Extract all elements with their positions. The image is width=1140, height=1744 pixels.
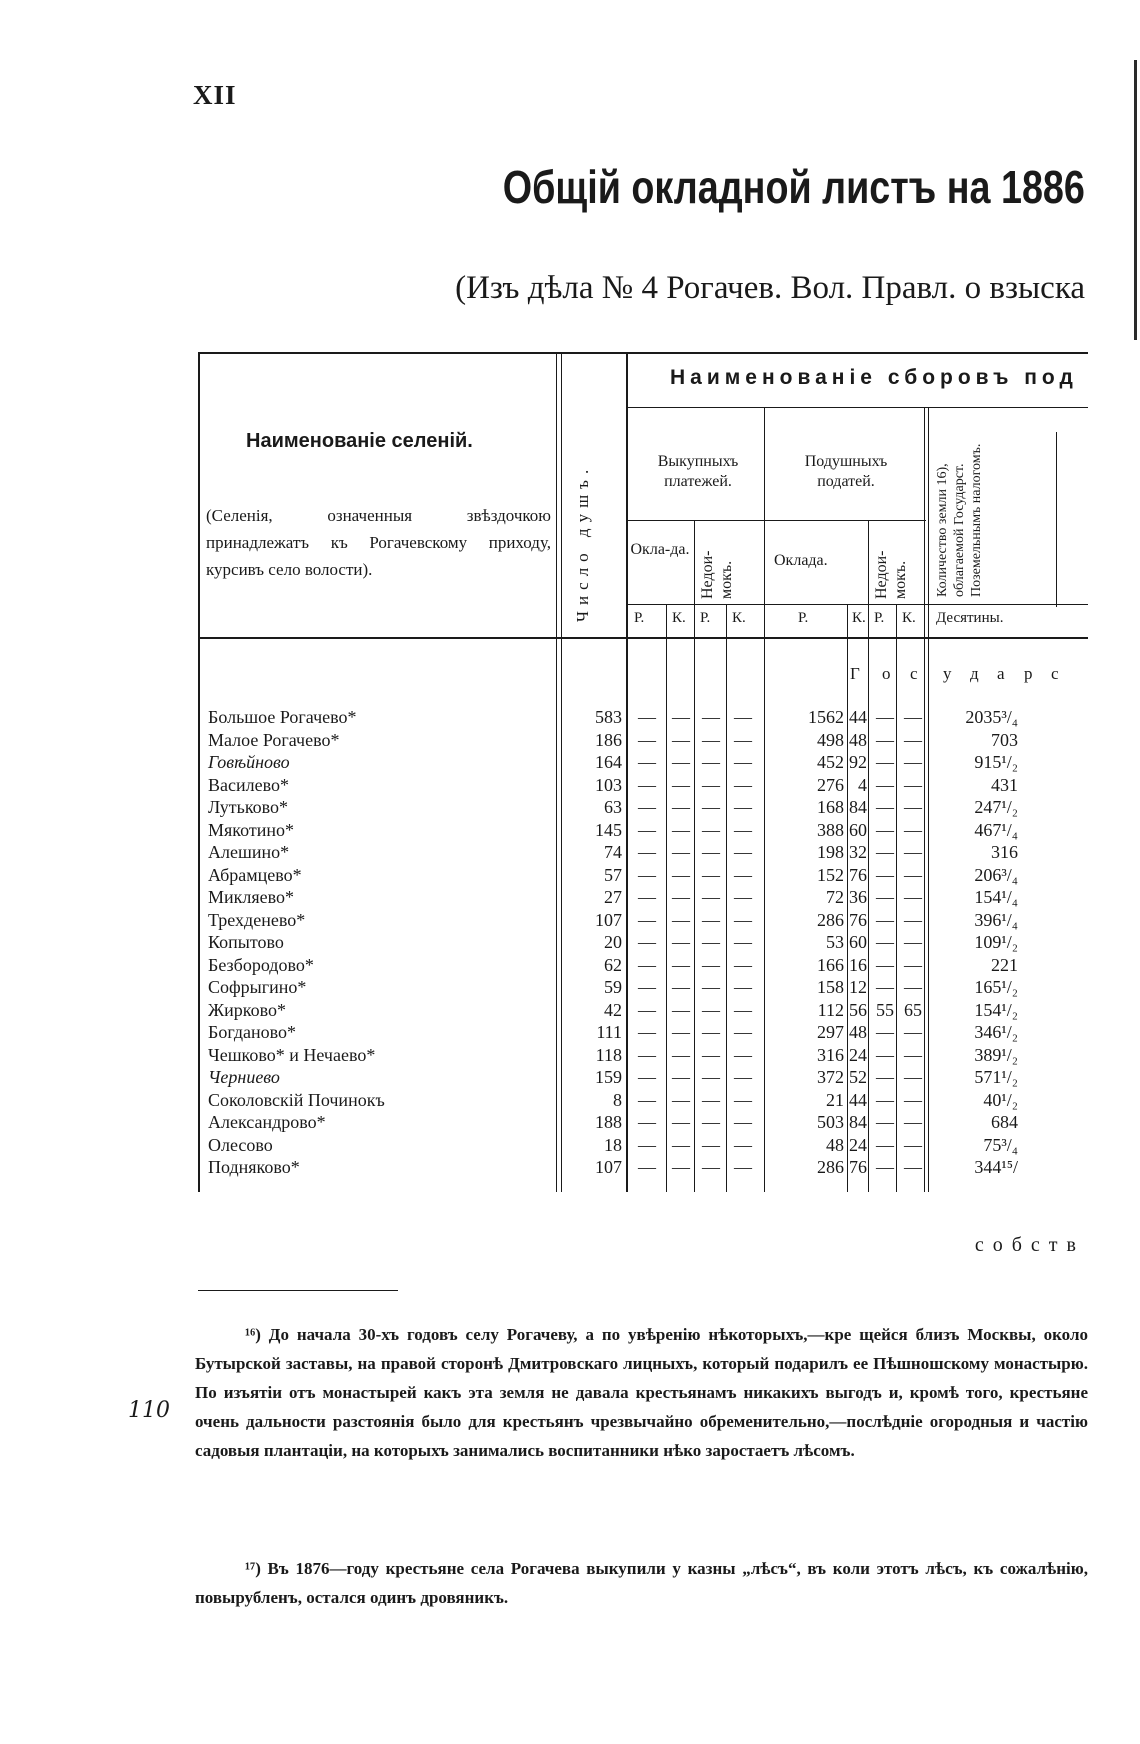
settlement-name: Чешково* и Нечаево*	[208, 1044, 376, 1065]
empty-cell-dash: —	[672, 774, 690, 795]
empty-cell-dash: —	[734, 842, 752, 862]
poll-arrears-header: Недои-мокъ.	[873, 550, 909, 599]
souls-count: 20	[604, 932, 622, 952]
page-subtitle: (Изъ дѣла № 4 Рогачев. Вол. Правл. о взыска	[455, 270, 1085, 306]
empty-cell-dash: —	[638, 887, 656, 907]
poll-kop: 32	[849, 842, 867, 862]
poll-kop: 24	[849, 1134, 867, 1155]
arrears-rub: —	[876, 1134, 894, 1155]
arrears-kop: 65	[904, 999, 922, 1020]
unit-rub: Р.	[798, 610, 809, 626]
unit-rub: Р.	[700, 610, 711, 626]
arrears-rub: —	[876, 707, 894, 727]
empty-cell-dash: —	[638, 1112, 656, 1132]
souls-count: 42	[604, 999, 622, 1020]
poll-rub: 166	[817, 954, 844, 975]
table-row	[198, 887, 1088, 909]
poll-kop: 16	[849, 954, 867, 975]
souls-count: 583	[595, 707, 622, 727]
empty-cell-dash: —	[734, 1134, 752, 1155]
poll-rub: 53	[826, 932, 844, 952]
land-desyatiny: 703	[991, 729, 1018, 750]
arrears-rub: —	[876, 887, 894, 907]
poll-tax-header: Подушныхъ податей.	[804, 453, 888, 490]
empty-cell-dash: —	[672, 1067, 690, 1087]
land-desyatiny: 684	[991, 1112, 1018, 1132]
table-row	[198, 797, 1088, 819]
land-desyatiny: 40¹/₂	[983, 1089, 1018, 1110]
settlement-name: Малое Рогачево*	[208, 729, 340, 750]
empty-cell-dash: —	[702, 1134, 720, 1155]
souls-count: 164	[595, 752, 622, 772]
gos-letter: р	[1024, 664, 1033, 683]
empty-cell-dash: —	[734, 729, 752, 750]
land-desyatiny: 221	[991, 954, 1018, 975]
empty-cell-dash: —	[702, 729, 720, 750]
poll-rub: 112	[817, 999, 844, 1020]
poll-kop: 52	[849, 1067, 867, 1087]
poll-rub: 72	[826, 887, 844, 907]
empty-cell-dash: —	[638, 999, 656, 1020]
redemption-salary-header: Окла-да.	[630, 541, 690, 558]
arrears-kop: —	[904, 909, 922, 930]
poll-kop: 92	[849, 752, 867, 772]
empty-cell-dash: —	[734, 977, 752, 997]
table-row	[198, 1112, 1088, 1134]
arrears-rub: —	[876, 1089, 894, 1110]
poll-kop: 76	[849, 864, 867, 885]
arrears-rub: —	[876, 864, 894, 885]
poll-rub: 503	[817, 1112, 844, 1132]
empty-cell-dash: —	[672, 977, 690, 997]
poll-salary-header: Оклада.	[774, 552, 828, 569]
collections-header: Наименованіе сборовъ под	[670, 366, 1078, 389]
table-row	[198, 707, 1088, 729]
empty-cell-dash: —	[672, 1112, 690, 1132]
souls-count: 63	[604, 797, 622, 817]
empty-cell-dash: —	[672, 1022, 690, 1042]
poll-rub: 276	[817, 774, 844, 795]
unit-kop: К.	[672, 610, 686, 626]
empty-cell-dash: —	[672, 999, 690, 1020]
poll-rub: 372	[817, 1067, 844, 1087]
land-desyatiny: 75³/₄	[983, 1134, 1018, 1155]
table-row	[198, 865, 1088, 887]
land-desyatiny: 571¹/₂	[974, 1067, 1018, 1087]
continuation-word: собств	[974, 1234, 1085, 1256]
settlement-name: Жирково*	[208, 999, 286, 1020]
arrears-rub: —	[876, 1044, 894, 1065]
souls-count: 74	[604, 842, 622, 862]
empty-cell-dash: —	[638, 1067, 656, 1087]
table-row	[198, 1022, 1088, 1044]
gos-letter: о	[882, 664, 891, 683]
empty-cell-dash: —	[672, 752, 690, 772]
empty-cell-dash: —	[702, 932, 720, 952]
poll-rub: 152	[817, 864, 844, 885]
poll-rub: 168	[817, 797, 844, 817]
poll-kop: 44	[849, 707, 867, 727]
settlement-name: Говѣйново	[208, 752, 290, 772]
empty-cell-dash: —	[702, 954, 720, 975]
empty-cell-dash: —	[734, 1157, 752, 1177]
poll-rub: 316	[817, 1044, 844, 1065]
settlement-name: Александрово*	[208, 1112, 326, 1132]
land-desyatiny: 206³/₄	[974, 864, 1018, 885]
souls-count: 57	[604, 864, 622, 885]
souls-count: 18	[604, 1134, 622, 1155]
land-desyatiny: 431	[991, 774, 1018, 795]
empty-cell-dash: —	[672, 707, 690, 727]
poll-kop: 24	[849, 1044, 867, 1065]
arrears-kop: —	[904, 819, 922, 840]
settlement-name: Богданово*	[208, 1022, 296, 1042]
souls-header: Число душъ.	[573, 463, 592, 622]
poll-kop: 12	[849, 977, 867, 997]
arrears-kop: —	[904, 1157, 922, 1177]
poll-kop: 84	[849, 797, 867, 817]
gos-letter: Г	[850, 664, 860, 683]
settlement-name: Трехденево*	[208, 909, 306, 930]
empty-cell-dash: —	[734, 707, 752, 727]
redemption-arrears-header: Недои-мокъ.	[699, 550, 735, 599]
empty-cell-dash: —	[638, 1157, 656, 1177]
poll-kop: 48	[849, 729, 867, 750]
poll-kop: 44	[849, 1089, 867, 1110]
empty-cell-dash: —	[672, 932, 690, 952]
land-desyatiny: 109¹/₂	[974, 932, 1018, 952]
poll-kop: 84	[849, 1112, 867, 1132]
poll-rub: 388	[817, 819, 844, 840]
arrears-kop: —	[904, 797, 922, 817]
poll-rub: 498	[817, 729, 844, 750]
empty-cell-dash: —	[638, 909, 656, 930]
table-row	[198, 910, 1088, 932]
souls-count: 107	[595, 1157, 622, 1177]
arrears-rub: 55	[876, 999, 894, 1020]
empty-cell-dash: —	[672, 864, 690, 885]
land-desyatiny: 389¹/₂	[974, 1044, 1018, 1065]
poll-rub: 48	[826, 1134, 844, 1155]
land-desyatiny: 316	[991, 842, 1018, 862]
arrears-kop: —	[904, 887, 922, 907]
empty-cell-dash: —	[734, 932, 752, 952]
arrears-kop: —	[904, 729, 922, 750]
souls-count: 186	[595, 729, 622, 750]
empty-cell-dash: —	[638, 729, 656, 750]
land-desyatiny: 346¹/₂	[974, 1022, 1018, 1042]
empty-cell-dash: —	[638, 954, 656, 975]
poll-kop: 76	[849, 1157, 867, 1177]
poll-kop: 48	[849, 1022, 867, 1042]
empty-cell-dash: —	[702, 1089, 720, 1110]
poll-rub: 286	[817, 1157, 844, 1177]
land-desyatiny: 2035³/₄	[965, 707, 1018, 727]
settlements-note: (Селенія, означенныя звѣздочкою принадлежатъ къ Рогачевскому приходу, курсивъ село волости).	[206, 506, 551, 579]
empty-cell-dash: —	[734, 819, 752, 840]
empty-cell-dash: —	[734, 999, 752, 1020]
empty-cell-dash: —	[638, 1134, 656, 1155]
empty-cell-dash: —	[702, 774, 720, 795]
empty-cell-dash: —	[702, 1112, 720, 1132]
empty-cell-dash: —	[638, 774, 656, 795]
empty-cell-dash: —	[672, 797, 690, 817]
empty-cell-dash: —	[638, 932, 656, 952]
empty-cell-dash: —	[672, 1157, 690, 1177]
poll-rub: 452	[817, 752, 844, 772]
table-row	[198, 1090, 1088, 1112]
poll-rub: 297	[817, 1022, 844, 1042]
land-desyatiny: 154¹/₄	[974, 887, 1018, 907]
gos-letter: д	[970, 664, 979, 683]
arrears-rub: —	[876, 774, 894, 795]
settlement-name: Соколовскій Починокъ	[208, 1089, 385, 1110]
souls-count: 62	[604, 954, 622, 975]
poll-kop: 56	[849, 999, 867, 1020]
page-edge-shadow	[1134, 60, 1137, 340]
arrears-kop: —	[904, 1089, 922, 1110]
poll-kop: 76	[849, 909, 867, 930]
settlement-name: Абрамцево*	[208, 864, 302, 885]
table-row	[198, 820, 1088, 842]
empty-cell-dash: —	[702, 909, 720, 930]
empty-cell-dash: —	[702, 1067, 720, 1087]
table-row	[198, 977, 1088, 999]
land-desyatiny: 154¹/₂	[974, 999, 1018, 1020]
empty-cell-dash: —	[702, 1044, 720, 1065]
empty-cell-dash: —	[734, 864, 752, 885]
arrears-kop: —	[904, 932, 922, 952]
table-row	[198, 1157, 1088, 1179]
empty-cell-dash: —	[638, 1022, 656, 1042]
settlement-name: Мякотино*	[208, 819, 295, 840]
table-row	[198, 932, 1088, 954]
souls-count: 118	[595, 1044, 622, 1065]
arrears-kop: —	[904, 954, 922, 975]
arrears-kop: —	[904, 864, 922, 885]
empty-cell-dash: —	[734, 954, 752, 975]
table-row	[198, 775, 1088, 797]
empty-cell-dash: —	[734, 887, 752, 907]
unit-kop: К.	[732, 610, 746, 626]
table-row	[198, 842, 1088, 864]
arrears-rub: —	[876, 932, 894, 952]
empty-cell-dash: —	[638, 707, 656, 727]
settlement-name: Подняково*	[208, 1157, 300, 1177]
settlement-name: Софрыгино*	[208, 977, 307, 997]
gos-letter: а	[997, 664, 1005, 683]
unit-kop: К.	[852, 610, 866, 626]
page-number: XII	[193, 80, 237, 110]
empty-cell-dash: —	[672, 729, 690, 750]
gos-letter: с	[1051, 664, 1059, 683]
arrears-rub: —	[876, 1067, 894, 1087]
arrears-kop: —	[904, 1067, 922, 1087]
land-desyatiny: 165¹/₂	[974, 977, 1018, 997]
land-desyatiny: 915¹/₂	[974, 752, 1018, 772]
unit-kop: К.	[902, 610, 916, 626]
page-title: Общій окладной листъ на 1886	[502, 161, 1085, 213]
tax-table	[198, 352, 1088, 1192]
footnote-17: ¹⁷) Въ 1876—году крестьяне села Рогачева выкупили у казны „лѣсъ“, въ коли этотъ лѣсъ, къ сожалѣнію, повырубленъ, остался одинъ дровяникъ.	[195, 1559, 1088, 1607]
empty-cell-dash: —	[672, 1134, 690, 1155]
arrears-rub: —	[876, 1022, 894, 1042]
redemption-header: Выкупныхъ платежей.	[657, 453, 739, 490]
empty-cell-dash: —	[638, 819, 656, 840]
empty-cell-dash: —	[734, 1112, 752, 1132]
poll-kop: 4	[858, 774, 867, 795]
footnote-16: ¹⁶) До начала 30-хъ годовъ селу Рогачеву, а по увѣренію нѣкоторыхъ,—кре щейся близъ Москвы, около Бутырской заставы, на правой сторонѣ Дмитровскаго лицныхъ, который подарилъ ее Пѣшношскому монастырю. По изъятіи отъ монастырей какъ эта земля не давала крестьянамъ никакихъ выгодъ и, кромѣ того, крестьяне очень дальности разстоянія было для крестьянъ чрезвычайно обременительно,—послѣдніе огородныя и частію садовыя плантаціи, на которыхъ занимались воспитанники нѣко заростаетъ лѣсомъ.	[195, 1325, 1088, 1460]
empty-cell-dash: —	[638, 1089, 656, 1110]
souls-count: 8	[613, 1089, 622, 1110]
souls-count: 107	[595, 909, 622, 930]
souls-count: 188	[595, 1112, 622, 1132]
gos-letter: у	[943, 664, 952, 683]
empty-cell-dash: —	[638, 842, 656, 862]
table-row	[198, 1000, 1088, 1022]
arrears-rub: —	[876, 842, 894, 862]
souls-count: 27	[604, 887, 622, 907]
land-desyatiny: 467¹/₄	[974, 819, 1018, 840]
empty-cell-dash: —	[702, 864, 720, 885]
poll-kop: 60	[849, 819, 867, 840]
empty-cell-dash: —	[672, 1089, 690, 1110]
empty-cell-dash: —	[638, 752, 656, 772]
empty-cell-dash: —	[672, 887, 690, 907]
empty-cell-dash: —	[734, 774, 752, 795]
empty-cell-dash: —	[638, 797, 656, 817]
settlement-name: Черниево	[208, 1067, 280, 1087]
land-desyatiny: 247¹/₂	[974, 797, 1018, 817]
table-row	[198, 730, 1088, 752]
empty-cell-dash: —	[702, 819, 720, 840]
poll-rub: 1562	[808, 707, 844, 727]
arrears-rub: —	[876, 819, 894, 840]
empty-cell-dash: —	[734, 1089, 752, 1110]
empty-cell-dash: —	[702, 887, 720, 907]
souls-count: 111	[596, 1022, 622, 1042]
settlement-name: Копытово	[208, 932, 284, 952]
arrears-rub: —	[876, 1157, 894, 1177]
settlement-name: Василево*	[208, 774, 289, 795]
arrears-kop: —	[904, 1022, 922, 1042]
table-row	[198, 752, 1088, 774]
arrears-kop: —	[904, 1044, 922, 1065]
margin-handwriting: 110	[128, 1398, 170, 1423]
gos-letter: с	[910, 664, 918, 683]
arrears-rub: —	[876, 797, 894, 817]
poll-rub: 286	[817, 909, 844, 930]
arrears-rub: —	[876, 729, 894, 750]
empty-cell-dash: —	[734, 797, 752, 817]
settlement-name: Безбородово*	[208, 954, 314, 975]
empty-cell-dash: —	[702, 977, 720, 997]
empty-cell-dash: —	[638, 1044, 656, 1065]
empty-cell-dash: —	[702, 842, 720, 862]
table-row	[198, 1045, 1088, 1067]
arrears-rub: —	[876, 752, 894, 772]
souls-count: 103	[595, 774, 622, 795]
arrears-rub: —	[876, 977, 894, 997]
empty-cell-dash: —	[734, 1022, 752, 1042]
empty-cell-dash: —	[702, 797, 720, 817]
arrears-kop: —	[904, 977, 922, 997]
arrears-kop: —	[904, 707, 922, 727]
poll-rub: 198	[817, 842, 844, 862]
empty-cell-dash: —	[734, 1044, 752, 1065]
empty-cell-dash: —	[734, 909, 752, 930]
arrears-kop: —	[904, 1134, 922, 1155]
souls-count: 59	[604, 977, 622, 997]
poll-kop: 36	[849, 887, 867, 907]
empty-cell-dash: —	[638, 864, 656, 885]
settlement-name: Лутьково*	[208, 797, 289, 817]
souls-count: 159	[595, 1067, 622, 1087]
arrears-rub: —	[876, 954, 894, 975]
empty-cell-dash: —	[672, 819, 690, 840]
empty-cell-dash: —	[702, 707, 720, 727]
unit-rub: Р.	[874, 610, 885, 626]
empty-cell-dash: —	[734, 752, 752, 772]
empty-cell-dash: —	[672, 954, 690, 975]
empty-cell-dash: —	[672, 842, 690, 862]
souls-count: 145	[595, 819, 622, 840]
empty-cell-dash: —	[734, 1067, 752, 1087]
arrears-kop: —	[904, 1112, 922, 1132]
land-header: Количество земли 16), облагаемой Государст. Поземельнымъ налогомъ.	[935, 443, 984, 597]
arrears-rub: —	[876, 909, 894, 930]
settlements-header: Наименованіе селеній.	[246, 430, 473, 452]
table-row	[198, 955, 1088, 977]
empty-cell-dash: —	[702, 752, 720, 772]
poll-kop: 60	[849, 932, 867, 952]
poll-rub: 158	[817, 977, 844, 997]
empty-cell-dash: —	[672, 1044, 690, 1065]
empty-cell-dash: —	[702, 1157, 720, 1177]
table-row	[198, 1135, 1088, 1157]
unit-desyatiny: Десятины.	[936, 610, 1004, 626]
unit-rub: Р.	[634, 610, 645, 626]
empty-cell-dash: —	[672, 909, 690, 930]
arrears-rub: —	[876, 1112, 894, 1132]
arrears-kop: —	[904, 842, 922, 862]
settlement-name: Алешино*	[208, 842, 290, 862]
settlement-name: Олесово	[208, 1134, 273, 1155]
footnote-divider	[198, 1290, 398, 1291]
settlement-name: Большое Рогачево*	[208, 707, 357, 727]
land-desyatiny: 344¹⁵/	[974, 1157, 1018, 1177]
land-desyatiny: 396¹/₄	[974, 909, 1018, 930]
empty-cell-dash: —	[638, 977, 656, 997]
poll-rub: 21	[826, 1089, 844, 1110]
arrears-kop: —	[904, 752, 922, 772]
settlement-name: Микляево*	[208, 887, 295, 907]
table-row	[198, 1067, 1088, 1089]
empty-cell-dash: —	[702, 999, 720, 1020]
empty-cell-dash: —	[702, 1022, 720, 1042]
arrears-kop: —	[904, 774, 922, 795]
